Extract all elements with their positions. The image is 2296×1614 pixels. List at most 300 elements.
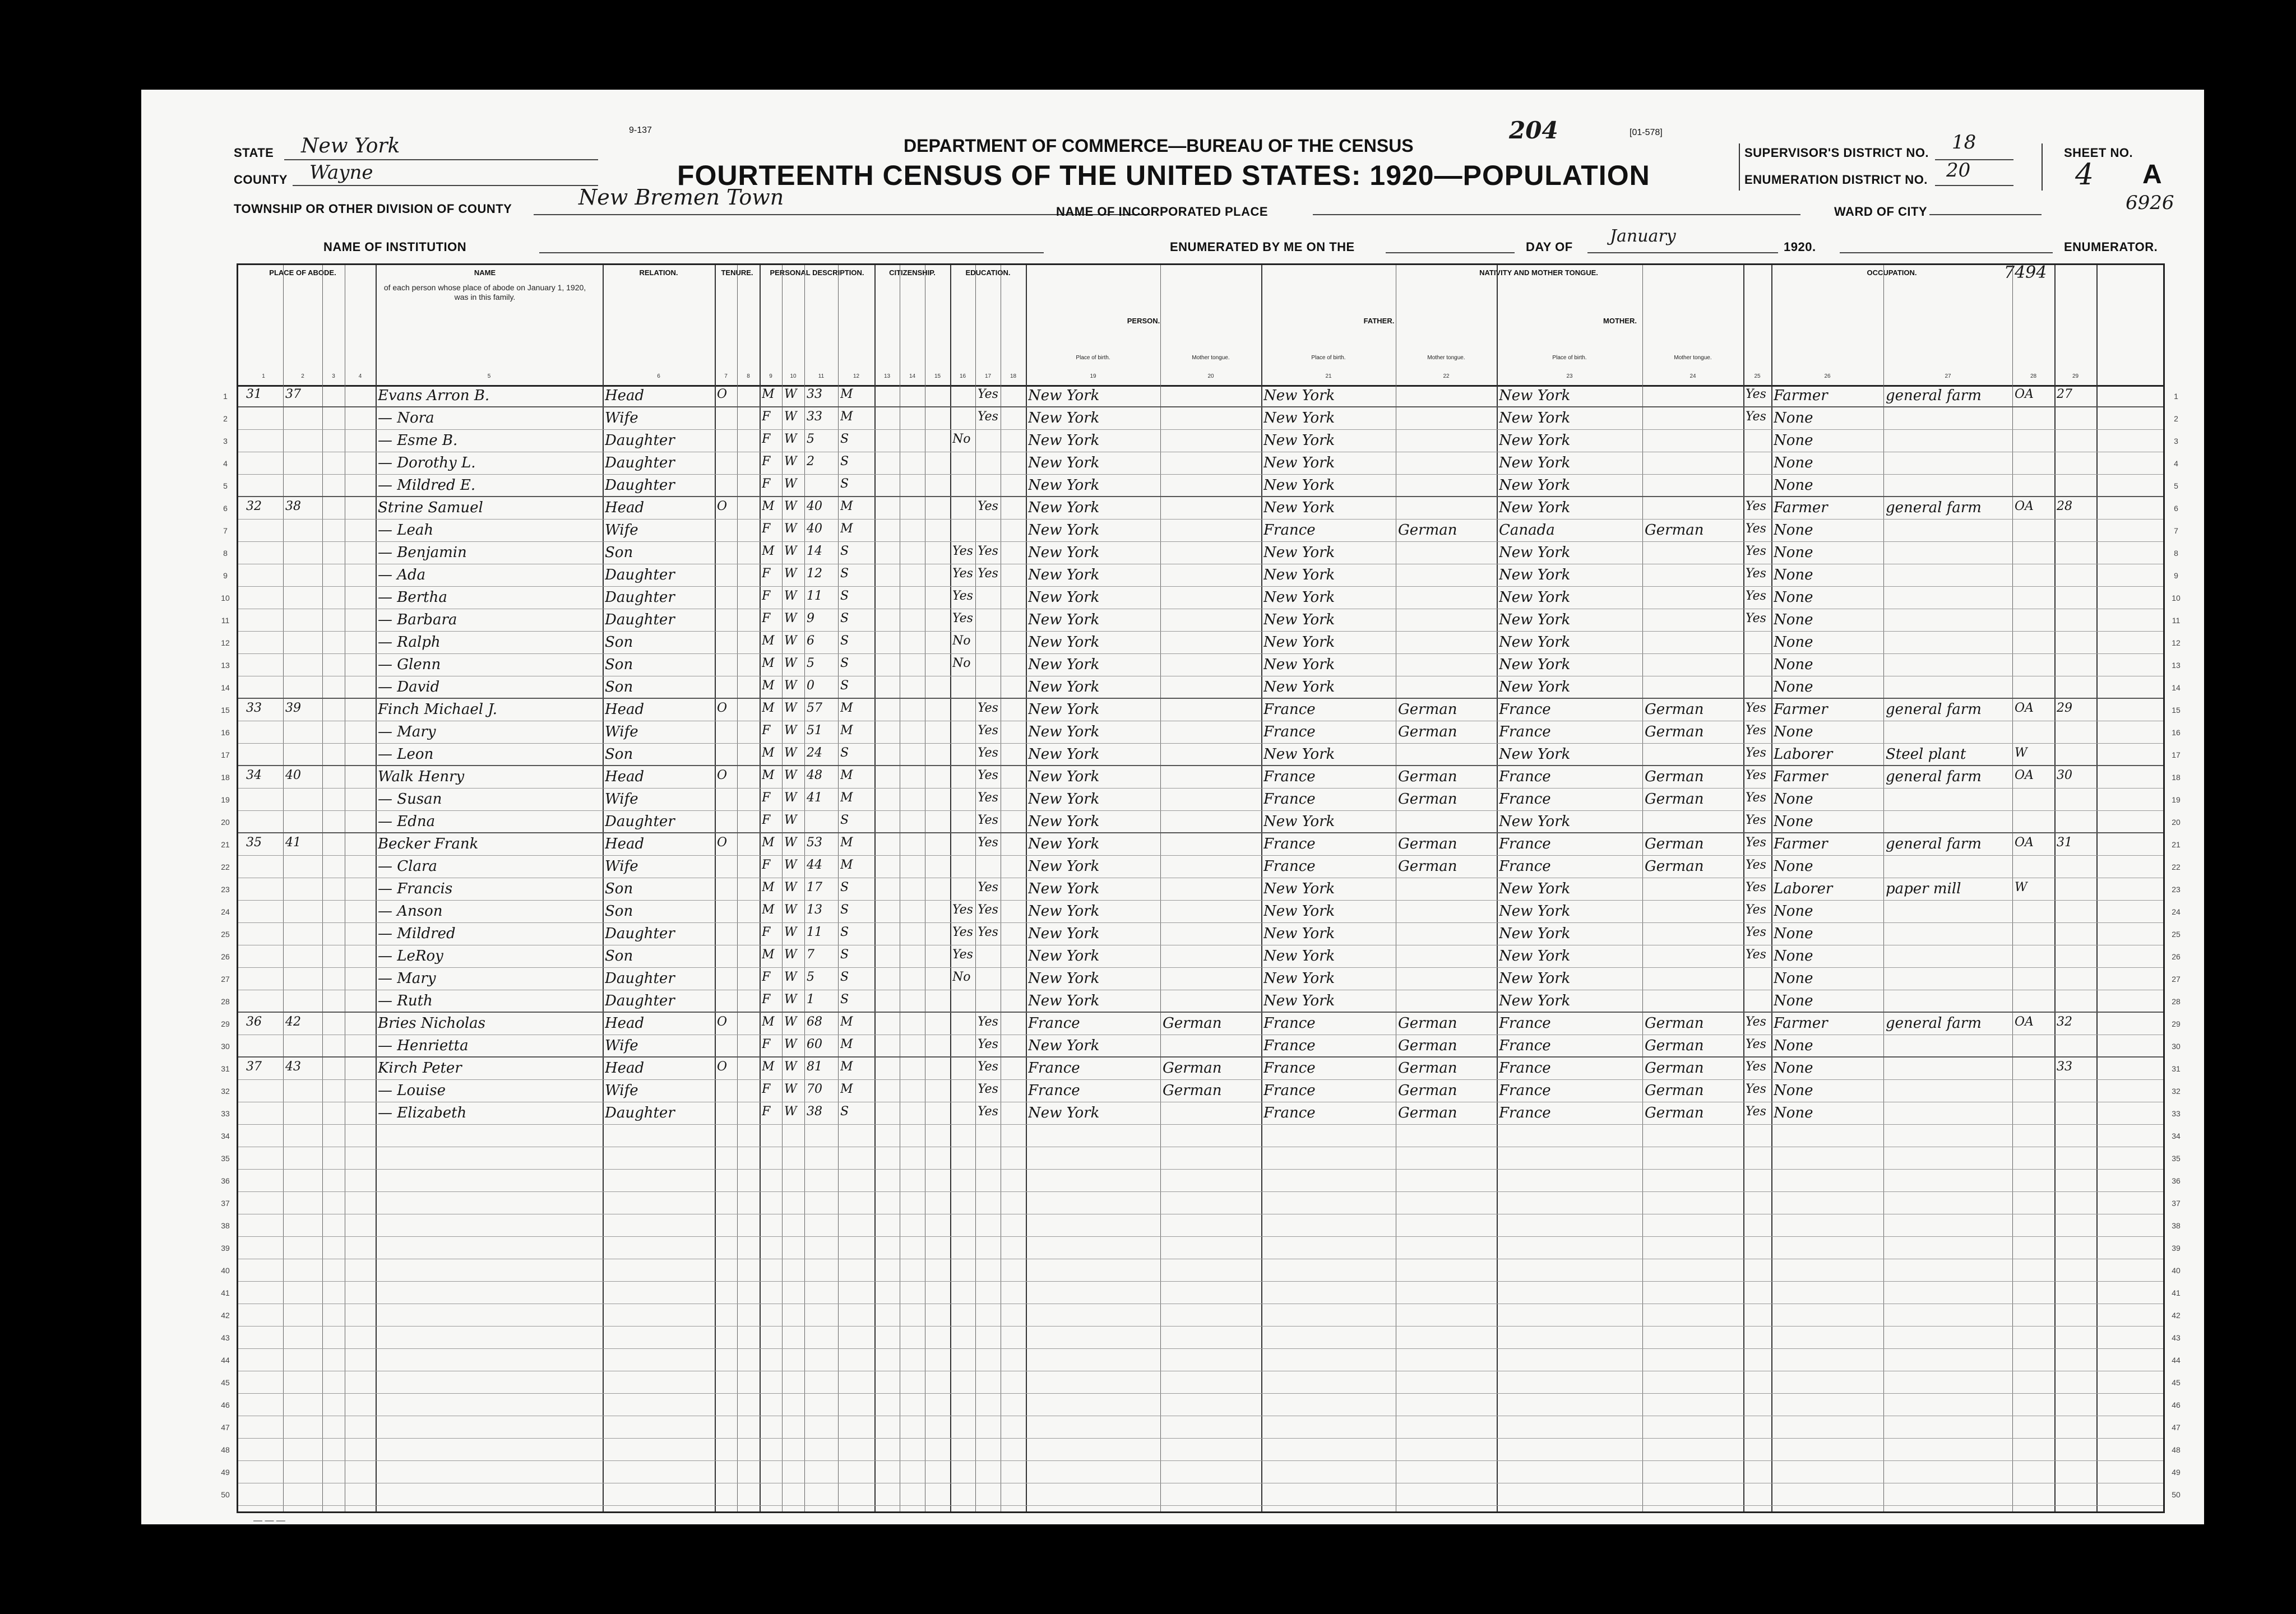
cell-mar: M xyxy=(840,1037,853,1051)
cell-mmt: German xyxy=(1645,1105,1704,1121)
cell-ss: Yes xyxy=(952,903,973,917)
cell-sex: M xyxy=(762,903,775,917)
cell-age: 33 xyxy=(807,410,822,424)
cell-race: W xyxy=(784,1037,797,1051)
cell-pob: New York xyxy=(1028,701,1100,718)
cell-pob: New York xyxy=(1028,477,1100,494)
row-number: 4 xyxy=(223,459,228,468)
education-header: EDUCATION. xyxy=(965,268,1011,277)
person-header: PERSON. xyxy=(1127,317,1160,325)
cell-dw: 37 xyxy=(246,1060,262,1074)
cell-ss: No xyxy=(952,970,971,984)
person-tongue-header: Mother tongue. xyxy=(1192,355,1230,361)
row-number: 30 xyxy=(221,1042,230,1051)
cell-mpob: New York xyxy=(1499,567,1571,583)
cell-mpob: New York xyxy=(1499,634,1571,651)
cell-occ: None xyxy=(1774,791,1813,808)
cell-mar: S xyxy=(840,992,849,1007)
cell-fpob: New York xyxy=(1263,970,1335,987)
cell-mar: M xyxy=(840,723,853,738)
cell-sex: F xyxy=(762,477,771,491)
cell-mpob: New York xyxy=(1499,589,1571,606)
cell-name: Evans Arron B. xyxy=(378,387,490,404)
cell-mpob: France xyxy=(1499,701,1551,718)
cell-age: 12 xyxy=(807,567,822,581)
table-row xyxy=(221,856,2181,878)
table-row xyxy=(221,676,2181,699)
column-number: 24 xyxy=(1689,373,1696,379)
person-birthplace-header: Place of birth. xyxy=(1076,355,1110,361)
row-number: 1 xyxy=(2174,392,2178,401)
row-number: 36 xyxy=(2172,1176,2181,1185)
cell-age: 40 xyxy=(807,522,822,536)
cell-name: — Benjamin xyxy=(378,544,467,561)
form-number: 9-137 xyxy=(629,126,652,135)
mother-header: MOTHER. xyxy=(1603,317,1637,325)
cell-fmt: German xyxy=(1398,1060,1457,1077)
cell-fmt: German xyxy=(1398,836,1457,852)
row-number: 11 xyxy=(221,616,230,625)
table-row xyxy=(221,1035,2181,1058)
cell-occ: None xyxy=(1774,1037,1813,1054)
cell-race: W xyxy=(784,746,797,760)
cell-fpob: France xyxy=(1263,1037,1316,1054)
cell-pob: New York xyxy=(1028,522,1100,539)
cell-occ: None xyxy=(1774,454,1813,471)
row-number: 49 xyxy=(2172,1468,2181,1477)
township-label: TOWNSHIP OR OTHER DIVISION OF COUNTY xyxy=(234,202,512,216)
cell-occ: None xyxy=(1774,477,1813,494)
table-row xyxy=(221,654,2181,676)
cell-mpob: New York xyxy=(1499,544,1571,561)
row-number: 27 xyxy=(2172,975,2181,984)
cell-age: 53 xyxy=(807,836,822,850)
cell-pob: New York xyxy=(1028,992,1100,1009)
cell-mmt: German xyxy=(1645,791,1704,808)
cell-ind: general farm xyxy=(1886,701,1982,718)
table-row-blank xyxy=(221,1371,2181,1394)
cell-age: 2 xyxy=(807,454,814,469)
cell-eng: Yes xyxy=(1746,522,1766,536)
row-number: 20 xyxy=(2172,818,2181,827)
cell-occ: None xyxy=(1774,522,1813,539)
cell-pob: New York xyxy=(1028,1105,1100,1121)
cell-pob: New York xyxy=(1028,387,1100,404)
census-sheet xyxy=(141,90,2204,1524)
cell-cls: W xyxy=(2015,746,2027,760)
cell-sex: M xyxy=(762,768,775,782)
row-number: 16 xyxy=(221,728,230,737)
cell-name: — LeRoy xyxy=(378,948,443,964)
cell-eng: Yes xyxy=(1746,1037,1766,1051)
cell-fmt: German xyxy=(1398,1015,1457,1032)
row-number: 22 xyxy=(2172,862,2181,871)
cell-occ: Farmer xyxy=(1774,701,1828,718)
cell-cls: W xyxy=(2015,880,2027,894)
column-number: 12 xyxy=(853,373,860,379)
cell-sex: F xyxy=(762,567,771,581)
cell-race: W xyxy=(784,948,797,962)
cell-eng: Yes xyxy=(1746,858,1766,872)
row-number: 31 xyxy=(221,1064,230,1073)
cell-race: W xyxy=(784,925,797,939)
row-number: 5 xyxy=(223,481,228,490)
cell-name: — Ralph xyxy=(378,634,441,651)
row-number: 28 xyxy=(221,997,230,1006)
cell-ss: Yes xyxy=(952,925,973,939)
cell-eng: Yes xyxy=(1746,499,1766,513)
institution-label: NAME OF INSTITUTION xyxy=(323,240,467,254)
column-number: 13 xyxy=(883,373,891,379)
cell-race: W xyxy=(784,477,797,491)
cell-eng: Yes xyxy=(1746,768,1766,782)
cell-race: W xyxy=(784,499,797,513)
cell-mpob: New York xyxy=(1499,813,1571,830)
cell-mmt: German xyxy=(1645,522,1704,539)
row-number: 17 xyxy=(2172,750,2181,759)
cell-mar: M xyxy=(840,1082,853,1096)
cell-race: W xyxy=(784,522,797,536)
cell-race: W xyxy=(784,880,797,894)
cell-pob: New York xyxy=(1028,858,1100,875)
cell-name: — Clara xyxy=(378,858,437,875)
cell-eng: Yes xyxy=(1746,589,1766,603)
row-number: 38 xyxy=(221,1221,230,1230)
cell-pob: New York xyxy=(1028,948,1100,964)
cell-race: W xyxy=(784,656,797,670)
cell-fmt: German xyxy=(1398,791,1457,808)
row-number: 23 xyxy=(221,885,230,894)
cell-cls: OA xyxy=(2015,768,2034,782)
cell-mar: S xyxy=(840,746,849,760)
cell-occ: None xyxy=(1774,723,1813,740)
sheet-number: 4 xyxy=(2075,158,2094,192)
row-number: 2 xyxy=(223,414,228,423)
row-number: 15 xyxy=(2172,706,2181,715)
cell-eng: Yes xyxy=(1746,948,1766,962)
cell-name: Becker Frank xyxy=(378,836,479,852)
cell-mar: M xyxy=(840,701,853,715)
table-row xyxy=(223,520,2178,542)
cell-occ: Laborer xyxy=(1774,880,1833,897)
cell-mpob: France xyxy=(1499,1037,1551,1054)
cell-rel: Son xyxy=(605,903,633,920)
cell-rel: Daughter xyxy=(605,1105,675,1121)
cell-fmt: German xyxy=(1398,522,1457,539)
cell-sex: M xyxy=(762,387,775,401)
cell-eng: Yes xyxy=(1746,1060,1766,1074)
cell-fmt: German xyxy=(1398,858,1457,875)
cell-pob: New York xyxy=(1028,499,1100,516)
cell-age: 40 xyxy=(807,499,822,513)
cell-mpob: New York xyxy=(1499,410,1571,426)
cell-rw: Yes xyxy=(978,791,998,805)
cell-fpob: France xyxy=(1263,791,1316,808)
cell-sex: M xyxy=(762,1060,775,1074)
table-row xyxy=(221,923,2181,945)
row-number: 42 xyxy=(221,1311,230,1320)
cell-fam: 39 xyxy=(285,701,301,715)
row-number: 3 xyxy=(2174,437,2178,446)
cell-ss: Yes xyxy=(952,544,973,558)
cell-race: W xyxy=(784,1082,797,1096)
cell-occ: None xyxy=(1774,589,1813,606)
row-number: 2 xyxy=(2174,414,2178,423)
cell-fpob: New York xyxy=(1263,432,1335,449)
cell-rel: Daughter xyxy=(605,589,675,606)
row-number: 38 xyxy=(2172,1221,2181,1230)
row-number: 12 xyxy=(221,638,230,647)
row-number: 21 xyxy=(2172,840,2181,849)
row-number: 12 xyxy=(2172,638,2181,647)
cell-race: W xyxy=(784,567,797,581)
cell-rw: Yes xyxy=(978,813,998,827)
row-number: 34 xyxy=(2172,1131,2181,1140)
cell-dw: 34 xyxy=(246,768,262,782)
cell-mmt: German xyxy=(1645,768,1704,785)
cell-occ: None xyxy=(1774,634,1813,651)
cell-rel: Daughter xyxy=(605,992,675,1009)
cell-pob: New York xyxy=(1028,813,1100,830)
cell-mar: S xyxy=(840,432,849,446)
cell-mar: S xyxy=(840,454,849,469)
table-row xyxy=(223,407,2178,430)
cell-name: Walk Henry xyxy=(378,768,465,785)
cell-mpob: New York xyxy=(1499,925,1571,942)
cell-mar: S xyxy=(840,880,849,894)
column-number: 17 xyxy=(984,373,992,379)
cell-eng: Yes xyxy=(1746,880,1766,894)
cell-rel: Head xyxy=(605,701,645,718)
row-number: 25 xyxy=(221,930,230,939)
stamp-number: 204 xyxy=(1509,117,1558,144)
row-number: 46 xyxy=(221,1400,230,1409)
cell-mmt: German xyxy=(1645,1082,1704,1099)
row-number: 43 xyxy=(2172,1333,2181,1342)
cell-mar: S xyxy=(840,477,849,491)
incorporated-place-label: NAME OF INCORPORATED PLACE xyxy=(1056,205,1269,219)
row-number: 47 xyxy=(221,1423,230,1432)
cell-mpob: France xyxy=(1499,1105,1551,1121)
cell-mpob: New York xyxy=(1499,477,1571,494)
cell-age: 11 xyxy=(807,925,822,939)
cell-eng: Yes xyxy=(1746,611,1766,625)
column-number: 23 xyxy=(1566,373,1573,379)
row-number: 42 xyxy=(2172,1311,2181,1320)
cell-age: 5 xyxy=(807,970,814,984)
column-number: 26 xyxy=(1824,373,1831,379)
cell-ind: general farm xyxy=(1886,387,1982,404)
table-row xyxy=(221,766,2181,789)
cell-fpob: New York xyxy=(1263,679,1335,695)
row-number: 31 xyxy=(2172,1064,2181,1073)
row-number: 6 xyxy=(2174,504,2178,513)
cell-fpob: France xyxy=(1263,768,1316,785)
cell-mt: German xyxy=(1163,1015,1222,1032)
row-number: 28 xyxy=(2172,997,2181,1006)
cell-occ: None xyxy=(1774,970,1813,987)
row-number: 19 xyxy=(221,795,230,804)
cell-dw: 35 xyxy=(246,836,262,850)
cell-dw: 31 xyxy=(246,387,262,401)
cell-rw: Yes xyxy=(978,768,998,782)
cell-sex: M xyxy=(762,499,775,513)
row-number: 35 xyxy=(2172,1154,2181,1163)
cell-rel: Daughter xyxy=(605,432,675,449)
cell-rel: Son xyxy=(605,948,633,964)
state-value: New York xyxy=(301,134,400,157)
row-number: 20 xyxy=(221,818,230,827)
cell-rel: Wife xyxy=(605,1037,638,1054)
cell-sex: F xyxy=(762,410,771,424)
table-row xyxy=(221,789,2181,811)
cell-fpob: New York xyxy=(1263,903,1335,920)
cell-sex: M xyxy=(762,836,775,850)
cell-fpob: France xyxy=(1263,522,1316,539)
cell-occ: None xyxy=(1774,544,1813,561)
cell-pob: New York xyxy=(1028,970,1100,987)
cell-sex: M xyxy=(762,948,775,962)
cell-occ: None xyxy=(1774,948,1813,964)
name-subheader: of each person whose place of abode on January 1, 1920, was in this family. xyxy=(383,283,586,302)
cell-race: W xyxy=(784,387,797,401)
cell-eng: Yes xyxy=(1746,813,1766,827)
column-number: 19 xyxy=(1090,373,1096,379)
cell-ten: O xyxy=(717,768,728,782)
cell-mar: S xyxy=(840,567,849,581)
cell-fpob: New York xyxy=(1263,567,1335,583)
row-number: 33 xyxy=(2172,1109,2181,1118)
cell-sex: M xyxy=(762,701,775,715)
row-number: 30 xyxy=(2172,1042,2181,1051)
county-label: COUNTY xyxy=(234,173,288,187)
cell-ss: Yes xyxy=(952,567,973,581)
cell-occ: None xyxy=(1774,432,1813,449)
column-number: 28 xyxy=(2030,373,2037,379)
cell-mar: M xyxy=(840,768,853,782)
table-row xyxy=(223,385,2178,407)
table-row xyxy=(221,1058,2181,1080)
cell-age: 48 xyxy=(807,768,822,782)
column-number: 4 xyxy=(358,373,362,379)
row-number: 11 xyxy=(2172,616,2181,625)
cell-mar: S xyxy=(840,589,849,603)
cell-occ: None xyxy=(1774,1060,1813,1077)
cell-rel: Wife xyxy=(605,791,638,808)
cell-ten: O xyxy=(717,387,728,401)
cell-eng: Yes xyxy=(1746,410,1766,424)
cell-pob: New York xyxy=(1028,567,1100,583)
row-number: 48 xyxy=(2172,1445,2181,1454)
cell-sex: M xyxy=(762,1015,775,1029)
census-table xyxy=(221,263,2181,1513)
cell-ss: Yes xyxy=(952,948,973,962)
cell-name: Finch Michael J. xyxy=(378,701,498,718)
table-row xyxy=(223,475,2178,497)
row-number: 37 xyxy=(221,1199,230,1208)
cell-pob: New York xyxy=(1028,925,1100,942)
cell-mmt: German xyxy=(1645,858,1704,875)
cell-mpob: France xyxy=(1499,791,1551,808)
cell-age: 9 xyxy=(807,611,814,625)
cell-fam: 43 xyxy=(285,1060,301,1074)
cell-name: — Esme B. xyxy=(378,432,458,449)
cell-rw: Yes xyxy=(978,880,998,894)
cell-pob: New York xyxy=(1028,656,1100,673)
enumeration-district-label: ENUMERATION DISTRICT NO. xyxy=(1744,173,1928,187)
cell-fpob: France xyxy=(1263,1060,1316,1077)
cell-mmt: German xyxy=(1645,1015,1704,1032)
cell-ten: O xyxy=(717,499,728,513)
cell-race: W xyxy=(784,813,797,827)
cell-race: W xyxy=(784,701,797,715)
table-row xyxy=(221,721,2181,744)
cell-rel: Son xyxy=(605,544,633,561)
table-row-blank xyxy=(221,1394,2181,1416)
row-number: 14 xyxy=(2172,683,2181,692)
occupation-header: OCCUPATION. xyxy=(1867,268,1917,277)
cell-name: Strine Samuel xyxy=(378,499,483,516)
cell-cls: OA xyxy=(2015,387,2034,401)
cell-name: — Barbara xyxy=(378,611,457,628)
cell-pob: New York xyxy=(1028,454,1100,471)
cell-mmt: German xyxy=(1645,1037,1704,1054)
column-number: 22 xyxy=(1443,373,1450,379)
cell-sex: M xyxy=(762,679,775,693)
table-row xyxy=(221,901,2181,923)
row-number: 36 xyxy=(221,1176,230,1185)
cell-pob: New York xyxy=(1028,723,1100,740)
cell-pob: New York xyxy=(1028,679,1100,695)
row-number: 4 xyxy=(2174,459,2178,468)
cell-fpob: New York xyxy=(1263,992,1335,1009)
cell-fpob: New York xyxy=(1263,589,1335,606)
enumerated-label: ENUMERATED BY ME ON THE xyxy=(1170,240,1355,254)
row-number: 14 xyxy=(221,683,230,692)
cell-mpob: New York xyxy=(1499,903,1571,920)
cell-sex: F xyxy=(762,970,771,984)
row-number: 35 xyxy=(221,1154,230,1163)
stamp-code: [01-578] xyxy=(1630,128,1663,137)
cell-mar: M xyxy=(840,387,853,401)
cell-mt: German xyxy=(1163,1082,1222,1099)
cell-rel: Son xyxy=(605,746,633,763)
cell-rel: Head xyxy=(605,836,645,852)
cell-occ: Farmer xyxy=(1774,768,1828,785)
column-number: 21 xyxy=(1325,373,1332,379)
table-row xyxy=(221,609,2181,632)
column-number: 27 xyxy=(1945,373,1951,379)
cell-name: — Elizabeth xyxy=(378,1105,467,1121)
cell-sex: F xyxy=(762,1105,771,1119)
row-number: 39 xyxy=(2172,1244,2181,1253)
table-row-blank xyxy=(221,1259,2181,1282)
cell-mpob: New York xyxy=(1499,454,1571,471)
cell-mar: S xyxy=(840,970,849,984)
cell-occ: None xyxy=(1774,858,1813,875)
table-row xyxy=(223,452,2178,475)
column-number: 29 xyxy=(2072,373,2079,379)
cell-dw: 36 xyxy=(246,1015,262,1029)
cell-sched: 28 xyxy=(2057,499,2072,513)
cell-mpob: France xyxy=(1499,723,1551,740)
cell-sched: 31 xyxy=(2057,836,2072,850)
cell-mmt: German xyxy=(1645,723,1704,740)
cell-race: W xyxy=(784,544,797,558)
cell-rel: Daughter xyxy=(605,813,675,830)
cell-mpob: New York xyxy=(1499,499,1571,516)
cell-sex: F xyxy=(762,992,771,1007)
